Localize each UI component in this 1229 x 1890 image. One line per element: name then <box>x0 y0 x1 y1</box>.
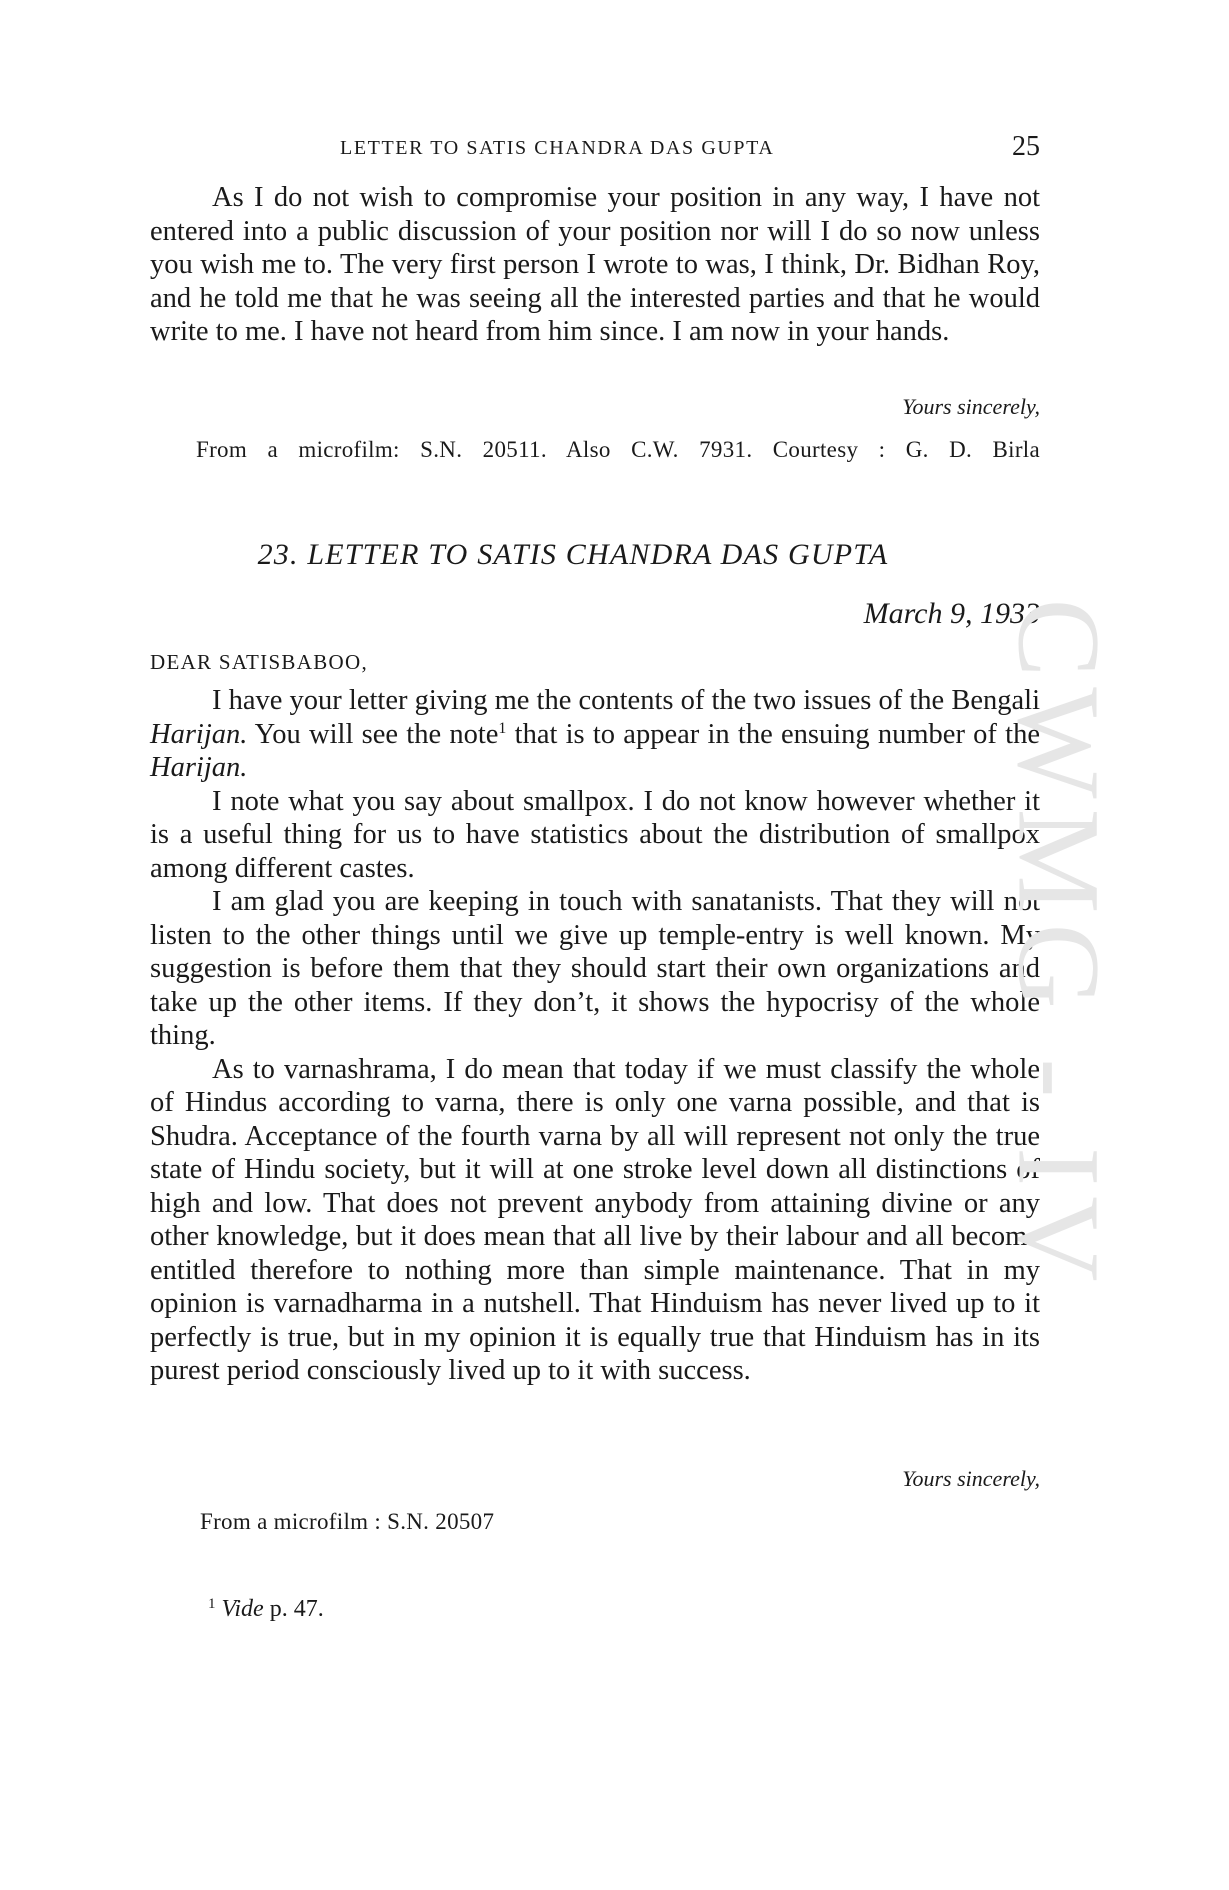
footnote-vide: Vide <box>221 1596 264 1622</box>
paragraph <box>150 684 1040 785</box>
source-note: From a microfilm: S.N. 20511. Also C.W. 7931. Courtesy : G. D. Birla <box>196 437 1040 462</box>
watermark-graphic <box>993 505 1125 1385</box>
page-number: 25 <box>1012 131 1040 162</box>
publication-title: Harijan. <box>150 718 248 750</box>
source-note: From a microfilm : S.N. 20507 <box>200 1509 495 1534</box>
watermark <box>993 505 1125 1385</box>
paragraph: As to varnashrama, I do mean that today if we must classify the whole of Hindus according to varna, there is only one varna possible, and that is Shudra. Acceptance of the fourth varna by all will represent not only the true state of Hindu society, but it will at one stroke level down all distinctions of high and low. That does not prevent anybody from attaining divine or any other knowledge, but it does mean that all live by their labour and all become entitled therefore to nothing more than simple maintenance. That in my opinion is varnadharma in a nutshell. That Hinduism has never lived up to it perfectly is true, but in my opinion it is equally true that Hinduism has in its purest period consciously lived up to it with success. <box>150 1053 1040 1386</box>
footnote-reference[interactable]: 1 <box>498 719 507 737</box>
paragraph: I note what you say about smallpox. I do not know however whether it is a useful thing for us to have statistics about the distribution of smallpox among different castes. <box>150 785 1040 884</box>
letter-body <box>150 684 1040 1388</box>
running-head-title: LETTER TO SATIS CHANDRA DAS GUPTA <box>340 137 775 159</box>
paragraph: I am glad you are keeping in touch with sanatanists. That they will not listen to the other things until we give up temple-entry is well known. My suggestion is before them that they should start their own organizations and take up the other items. If they don’t, it shows the hypocrisy of the whole thing. <box>150 886 1040 1051</box>
letter-heading <box>150 538 1040 572</box>
text-run: I have your letter giving me the contents of the two issues of the Bengali <box>212 685 1040 716</box>
closing-signature: Yours sincerely, <box>902 394 1040 419</box>
publication-title: Harijan. <box>150 752 248 783</box>
letter-date: March 9, 1933 <box>863 597 1040 630</box>
watermark-text: CWMG - IV <box>993 598 1125 1292</box>
salutation: DEAR SATISBABOO, <box>150 650 368 674</box>
text-run: that is to appear in the ensuing number of the <box>506 718 1040 750</box>
running-head <box>150 131 1040 171</box>
paragraph: As I do not wish to compromise your position in any way, I have not entered into a public discussion of your position nor will I do so now unless you wish me to. The very first person I wrote to was, I think, Dr. Bidhan Roy, and he told me that he was seeing all the interested parties and that he would write to me. I have not heard from him since. I am now in your hands. <box>150 182 1040 347</box>
footnote-number: 1 <box>208 1596 216 1612</box>
previous-letter-ending <box>150 181 1040 349</box>
footnote <box>208 1596 324 1623</box>
text-run: You will see the note <box>247 718 499 750</box>
letter-heading-text: 23. LETTER TO SATIS CHANDRA DAS GUPTA <box>257 538 889 571</box>
closing-signature: Yours sincerely, <box>902 1466 1040 1491</box>
footnote-text: p. 47. <box>263 1596 324 1622</box>
